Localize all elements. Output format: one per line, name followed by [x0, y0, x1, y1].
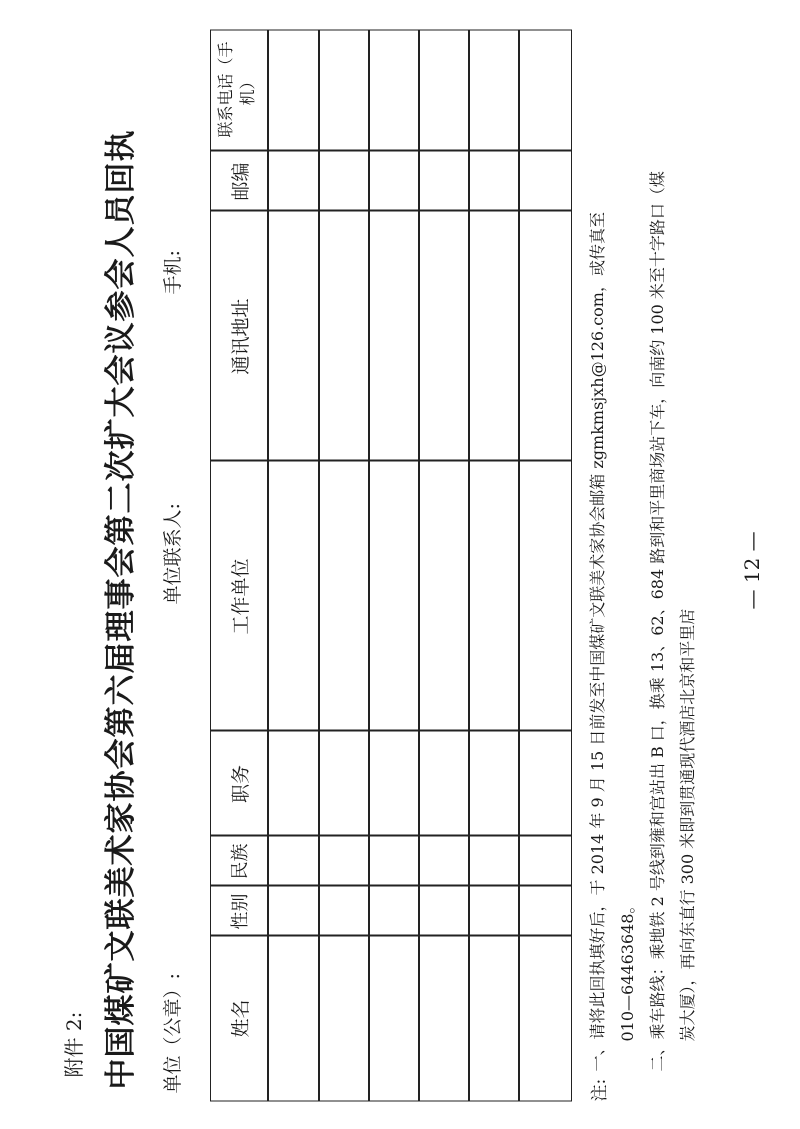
- roster-table: [210, 29, 572, 1101]
- phone-label: 手机:: [162, 249, 184, 294]
- page-number: — 12 —: [740, 530, 764, 609]
- header-sex: 性别: [230, 893, 251, 929]
- header-address: 通讯地址: [230, 298, 252, 375]
- header-workplace: 工作单位: [230, 558, 252, 635]
- notes-prefix: 注:: [590, 1078, 610, 1101]
- header-ethnicity: 民族: [230, 843, 251, 879]
- attachment-label: 附件 2:: [62, 1011, 86, 1077]
- note-2-continued: 炭大厦），再向东直行 300 米即到贯通现代酒店北京和平里店: [678, 608, 697, 1041]
- page-title: 中国煤矿文联美术家协会第六届理事会第二次扩大会议参会人员回执: [103, 129, 139, 1089]
- header-phone: 联系电话（手机）: [216, 41, 257, 138]
- header-position: 职务: [230, 764, 252, 803]
- note-1: 一、请将此回执填好后，于 2014 年 9 月 15 日前发至中国煤矿文联美术家协会邮箱 zgmkmsjxh@126.com，或传真至: [588, 211, 607, 1071]
- unit-label: 单位（公章）:: [162, 972, 184, 1093]
- note-2: 二、乘车路线：乘地铁 2 号线到雍和宫站出 B 口，换乘 13、62、684 路到和平里商场站下车，向南约 100 米至十字路口（煤: [648, 170, 667, 1071]
- note-1-continued: 010—64463648。: [618, 897, 637, 1041]
- contact-label: 单位联系人:: [162, 502, 184, 604]
- header-name: 姓名: [230, 999, 252, 1038]
- header-zipcode: 邮编: [230, 162, 252, 201]
